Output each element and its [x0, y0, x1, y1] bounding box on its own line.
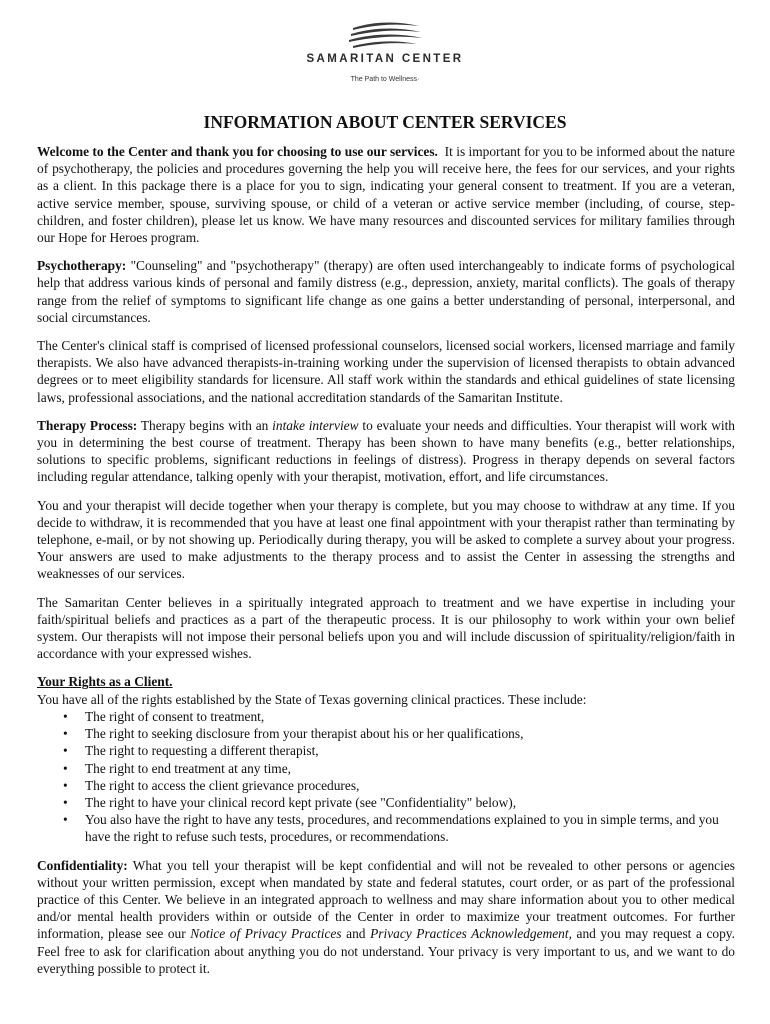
confidentiality-text-before: What you tell your therapist will be kept confidential and will not be revealed to other persons or agencies without your written permission, except when mandated by state and federal statutes, court order, or as part of the professional practice of this Center. We believe in an integrated approach to wellness and may share information about you to other medical and/or mental health providers within or outside of the Center in order to maximize your treatment outcomes. For further information, please see our	[37, 857, 735, 942]
list-item: • The right to seeking disclosure from your therapist about his or her qualifications,	[63, 726, 524, 742]
logo-swoosh-icon	[345, 20, 425, 50]
bullet-icon: •	[63, 794, 68, 810]
list-item: • The right to requesting a different therapist,	[63, 743, 319, 759]
spiritual-paragraph: The Samaritan Center believes in a spiritually integrated approach to treatment and we have expertise in including your faith/spiritual beliefs and practices as a part of the therapeutic process. It is our philosophy to work within your own belief system. Our therapists will not impose their personal beliefs upon you and will include discussion of spirituality/religion/faith in accordance with your expressed wishes.	[37, 594, 735, 662]
logo-tagline: The Path to Wellness·	[350, 76, 420, 83]
logo-name: SAMARITAN CENTER	[306, 53, 464, 65]
notice-of-privacy-practices-term: Notice of Privacy Practices	[190, 926, 342, 942]
bullet-icon: •	[63, 812, 68, 828]
welcome-lead: Welcome to the Center and thank you for choosing to use our services.	[37, 144, 438, 159]
psychotherapy-paragraph	[37, 257, 735, 326]
page-title: INFORMATION ABOUT CENTER SERVICES	[203, 112, 567, 132]
samaritan-center-logo	[300, 20, 470, 98]
welcome-text: It is important for you to be informed about the nature of psychotherapy, the policies and procedures governing the help you will receive here, the fees for our services, and your rights as a client. In this package there is a place for you to sign, indicating your general consent to treatment. If you are a veteran, active service member, spouse, surviving spouse, or child of a veteran or active service member (including, of course, step-children, and foster children), please let us know. We have many resources and discounted services for military families through our Hope for Heroes program.	[37, 144, 735, 246]
document-body	[37, 143, 735, 988]
confidentiality-text-after: and you may request a copy. Feel free to ask for clarification about anything you do not understand. Your privacy is very important to us, and we want to do everything possible to protect it.	[37, 926, 735, 976]
bullet-icon: •	[63, 726, 68, 742]
bullet-icon: •	[63, 777, 68, 793]
confidentiality-paragraph: Confidentiality: What you tell your therapist will be kept confidential and will not be revealed to other persons or agencies without your written permission, except when mandated by state and federal statutes, court order, or as part of the professional practice of this Center. We believe in an integrated approach to wellness and may share information about you to other medical and/or mental health providers within or outside of the Center in order to maximize your treatment outcomes. For further information, please see our Notice of Privacy Practices and Privacy Practices Acknowledgement, and you may request a copy. Feel free to ask for clarification about anything you do not understand. Your privacy is very important to us, and we want to do everything possible to protect it.	[37, 857, 735, 976]
therapy-process-lead: Therapy Process:	[37, 417, 138, 433]
therapy-process-text-after: to evaluate your needs and difficulties. Your therapist will work with you in determining the best course of treatment. Therapy has been shown to have many benefits (e.g., better relationships, solutions to specific problems, significant reductions in feelings of distress). Progress in therapy depends on several factors including regular attendance, talking openly with your therapist, motivation, effort, and life circumstances.	[37, 417, 736, 485]
welcome-paragraph	[37, 143, 735, 246]
psychotherapy-lead: Psychotherapy:	[37, 258, 127, 274]
psychotherapy-text: "Counseling" and "psychotherapy" (therapy) are often used interchangeably to indicate forms of psychological help that address various kinds of personal and family distress (e.g., depression, anxiety, marital conflicts). The goals of therapy range from the relief of symptoms to significant life change as one gains a better understanding of personal, interpersonal, and social circumstances.	[37, 258, 735, 325]
list-item: • The right of consent to treatment,	[63, 708, 265, 724]
list-item: • The right to have your clinical record kept private (see "Confidentiality" below),	[63, 794, 517, 810]
rights-heading: Your Rights as a Client.	[37, 674, 173, 690]
list-item: • The right to end treatment at any time,	[63, 760, 291, 776]
confidentiality-lead: Confidentiality:	[37, 857, 128, 873]
rights-list	[37, 708, 735, 846]
rights-intro: You have all of the rights established by the State of Texas governing clinical practices. These include:	[37, 691, 587, 707]
bullet-icon: •	[63, 760, 68, 776]
withdraw-paragraph: You and your therapist will decide together when your therapy is complete, but you may choose to withdraw at any time. If you decide to withdraw, it is recommended that you have at least one final appointment with your therapist rather than terminating by telephone, e-mail, or by not showing up. Periodically during therapy, you will be asked to complete a survey about your progress. Your answers are used to make adjustments to the therapy process and to assist the Center in assessing the strengths and weaknesses of our services.	[37, 497, 735, 582]
privacy-practices-acknowledgement-term: Privacy Practices Acknowledgement,	[370, 926, 572, 942]
intake-interview-term: intake interview	[272, 417, 359, 433]
staff-paragraph: The Center's clinical staff is comprised of licensed professional counselors, licensed social workers, licensed marriage and family therapists. We also have advanced therapists-in-training working under the supervision of licensed therapists to obtain advanced degrees or to meet eligibility standards for licensure. All staff work within the standards and ethical guidelines of state licensing laws, professional associations, and the national accreditation standards of the Samaritan Institute.	[37, 338, 735, 405]
list-item: • The right to access the client grievance procedures,	[63, 777, 360, 793]
bullet-icon: •	[63, 743, 68, 759]
therapy-process-paragraph	[37, 417, 735, 486]
bullet-icon: •	[63, 708, 68, 724]
therapy-process-text-before: Therapy begins with an	[140, 417, 269, 433]
list-item: • You also have the right to have any tests, procedures, and recommendations explained to you in simple terms, and you have the right to refuse such tests, procedures, or recommendations.	[63, 812, 719, 845]
